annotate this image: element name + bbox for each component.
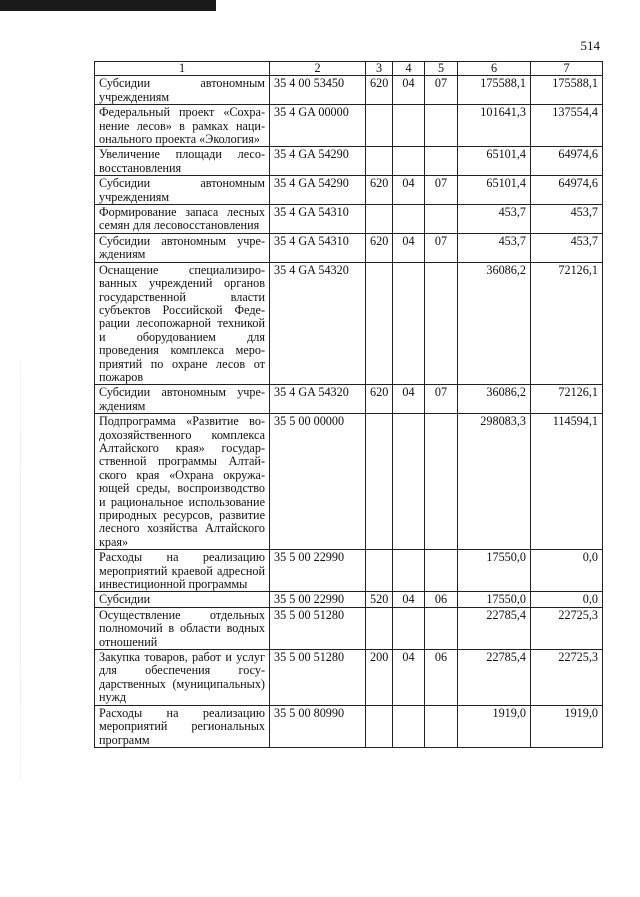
row-amount-1-cell: 22785,4	[458, 650, 531, 706]
row-section-cell: 04	[393, 233, 425, 262]
row-subsection-cell	[425, 607, 458, 649]
table-row	[95, 76, 603, 105]
row-expense-type-cell: 620	[366, 233, 393, 262]
table-row	[95, 705, 603, 747]
row-code-cell: 35 4 GA 54290	[270, 176, 366, 205]
row-name-cell: Субсидии автономным учреждениям	[95, 233, 270, 262]
row-amount-1-cell: 17550,0	[458, 592, 531, 607]
row-subsection-cell: 06	[425, 592, 458, 607]
row-amount-2-cell: 64974,6	[531, 147, 603, 176]
row-name-cell: Субсидии автономным учреждениям	[95, 385, 270, 414]
row-subsection-cell	[425, 105, 458, 147]
row-code-cell: 35 5 00 51280	[270, 650, 366, 706]
row-code-cell: 35 5 00 22990	[270, 550, 366, 592]
row-name-cell: Расходы на реализацию мероприятий региональных программ	[95, 705, 270, 747]
column-header: 5	[425, 62, 458, 76]
row-section-cell	[393, 607, 425, 649]
row-amount-2-cell: 22725,3	[531, 607, 603, 649]
row-amount-2-cell: 0,0	[531, 592, 603, 607]
row-name-cell: Увеличение площади лесовосстановления	[95, 147, 270, 176]
row-section-cell	[393, 414, 425, 550]
row-expense-type-cell	[366, 550, 393, 592]
row-subsection-cell	[425, 550, 458, 592]
row-expense-type-cell	[366, 262, 393, 385]
column-header: 2	[270, 62, 366, 76]
row-code-cell: 35 4 00 53450	[270, 76, 366, 105]
row-amount-1-cell: 1919,0	[458, 705, 531, 747]
table-row	[95, 607, 603, 649]
scan-edge-bar	[0, 0, 216, 11]
page-number: 514	[580, 38, 600, 53]
row-expense-type-cell: 200	[366, 650, 393, 706]
row-amount-2-cell: 72126,1	[531, 385, 603, 414]
row-name-cell: Субсидии автономным учреждениям	[95, 76, 270, 105]
row-amount-1-cell: 17550,0	[458, 550, 531, 592]
table-row	[95, 147, 603, 176]
row-name-cell: Федеральный проект «Сохранение лесов» в рамках национального проекта «Экология»	[95, 105, 270, 147]
row-section-cell	[393, 147, 425, 176]
row-amount-2-cell: 64974,6	[531, 176, 603, 205]
row-amount-2-cell: 137554,4	[531, 105, 603, 147]
row-section-cell	[393, 550, 425, 592]
row-name-cell: Оснащение специализированных учреждений органов государственной власти субъектов Российской Федерации лесопожарной техникой и оборудованием для проведения комплекса мероприятий по охране лесов от пожаров	[95, 262, 270, 385]
row-subsection-cell	[425, 705, 458, 747]
row-code-cell: 35 5 00 51280	[270, 607, 366, 649]
table-row	[95, 550, 603, 592]
row-code-cell: 35 4 GA 54320	[270, 385, 366, 414]
row-amount-2-cell: 175588,1	[531, 76, 603, 105]
column-header: 6	[458, 62, 531, 76]
row-subsection-cell: 06	[425, 650, 458, 706]
row-amount-1-cell: 22785,4	[458, 607, 531, 649]
row-amount-2-cell: 22725,3	[531, 650, 603, 706]
table-row	[95, 176, 603, 205]
row-code-cell: 35 4 GA 00000	[270, 105, 366, 147]
row-amount-2-cell: 114594,1	[531, 414, 603, 550]
row-expense-type-cell: 620	[366, 176, 393, 205]
row-expense-type-cell: 620	[366, 76, 393, 105]
row-subsection-cell	[425, 414, 458, 550]
row-subsection-cell: 07	[425, 233, 458, 262]
row-section-cell	[393, 705, 425, 747]
row-section-cell: 04	[393, 385, 425, 414]
row-section-cell	[393, 105, 425, 147]
row-amount-2-cell: 453,7	[531, 233, 603, 262]
row-amount-1-cell: 65101,4	[458, 147, 531, 176]
row-subsection-cell	[425, 262, 458, 385]
row-amount-1-cell: 36086,2	[458, 385, 531, 414]
row-expense-type-cell	[366, 147, 393, 176]
row-amount-2-cell: 453,7	[531, 205, 603, 234]
row-expense-type-cell	[366, 205, 393, 234]
row-subsection-cell: 07	[425, 385, 458, 414]
row-section-cell: 04	[393, 592, 425, 607]
row-code-cell: 35 5 00 80990	[270, 705, 366, 747]
row-subsection-cell	[425, 147, 458, 176]
row-expense-type-cell	[366, 105, 393, 147]
row-amount-2-cell: 1919,0	[531, 705, 603, 747]
row-code-cell: 35 5 00 22990	[270, 592, 366, 607]
row-subsection-cell	[425, 205, 458, 234]
row-amount-1-cell: 298083,3	[458, 414, 531, 550]
row-name-cell: Подпрограмма «Развитие водохозяйственного комплекса Алтайского края» государственной программы Алтайского края «Охрана окружающей среды, воспроизводство и рациональное использование природных ресурсов, развитие лесного хозяйства Алтайского края»	[95, 414, 270, 550]
table-row	[95, 105, 603, 147]
row-code-cell: 35 4 GA 54320	[270, 262, 366, 385]
row-name-cell: Расходы на реализацию мероприятий краевой адресной инвестиционной программы	[95, 550, 270, 592]
row-subsection-cell: 07	[425, 76, 458, 105]
row-section-cell	[393, 205, 425, 234]
row-code-cell: 35 4 GA 54290	[270, 147, 366, 176]
table-row	[95, 592, 603, 607]
row-name-cell: Субсидии автономным учреждениям	[95, 176, 270, 205]
table-row	[95, 414, 603, 550]
row-expense-type-cell: 620	[366, 385, 393, 414]
row-section-cell: 04	[393, 76, 425, 105]
row-expense-type-cell	[366, 414, 393, 550]
table-row	[95, 205, 603, 234]
row-section-cell	[393, 262, 425, 385]
row-code-cell: 35 4 GA 54310	[270, 233, 366, 262]
row-name-cell: Закупка товаров, работ и услуг для обеспечения государственных (муниципальных) нужд	[95, 650, 270, 706]
column-header: 4	[393, 62, 425, 76]
row-name-cell: Формирование запаса лесных семян для лесовосстановления	[95, 205, 270, 234]
table-row	[95, 233, 603, 262]
row-expense-type-cell	[366, 607, 393, 649]
row-amount-1-cell: 453,7	[458, 205, 531, 234]
row-name-cell: Осуществление отдельных полномочий в области водных отношений	[95, 607, 270, 649]
row-section-cell: 04	[393, 176, 425, 205]
row-amount-1-cell: 453,7	[458, 233, 531, 262]
row-code-cell: 35 4 GA 54310	[270, 205, 366, 234]
row-expense-type-cell: 520	[366, 592, 393, 607]
row-name-cell: Субсидии	[95, 592, 270, 607]
column-header: 7	[531, 62, 603, 76]
table-row	[95, 262, 603, 385]
row-amount-1-cell: 101641,3	[458, 105, 531, 147]
row-amount-2-cell: 0,0	[531, 550, 603, 592]
budget-table	[94, 61, 603, 748]
row-expense-type-cell	[366, 705, 393, 747]
column-header: 1	[95, 62, 270, 76]
row-code-cell: 35 5 00 00000	[270, 414, 366, 550]
row-section-cell: 04	[393, 650, 425, 706]
row-amount-2-cell: 72126,1	[531, 262, 603, 385]
row-amount-1-cell: 65101,4	[458, 176, 531, 205]
scan-margin-shadow	[20, 360, 21, 780]
row-amount-1-cell: 175588,1	[458, 76, 531, 105]
table-row	[95, 650, 603, 706]
row-subsection-cell: 07	[425, 176, 458, 205]
table-row	[95, 385, 603, 414]
header-row	[95, 62, 603, 76]
row-amount-1-cell: 36086,2	[458, 262, 531, 385]
column-header: 3	[366, 62, 393, 76]
